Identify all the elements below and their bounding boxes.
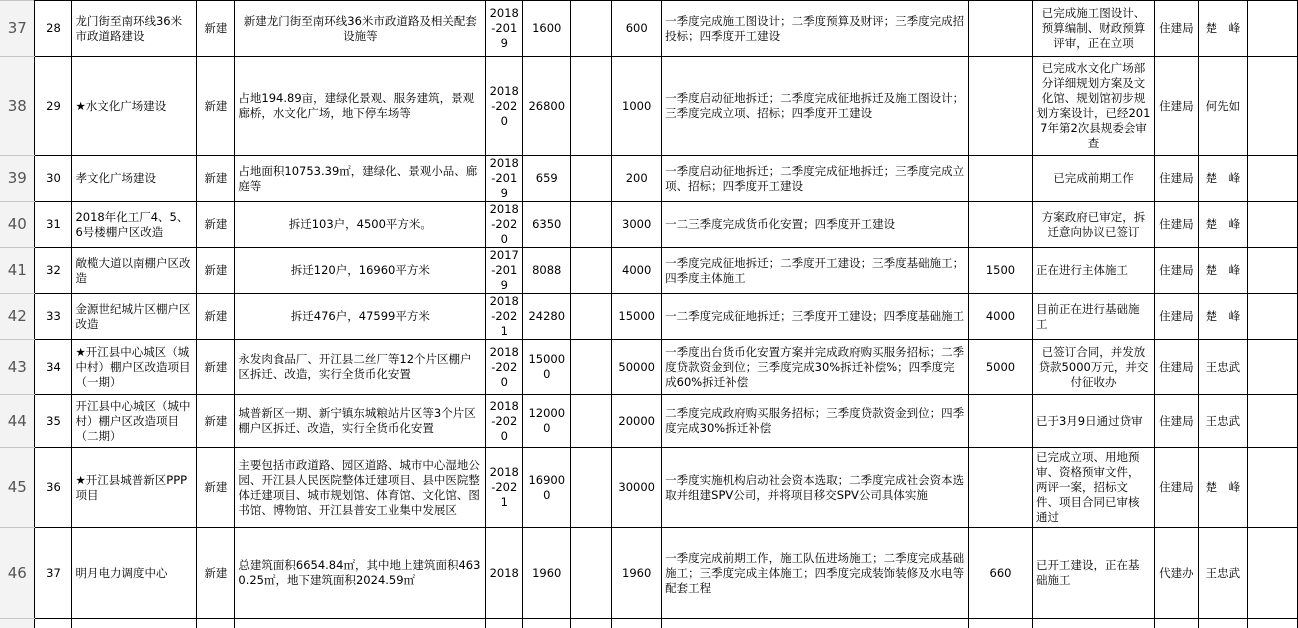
annual-plan-cell[interactable]: 4000	[612, 248, 662, 294]
construction-period-cell[interactable]: 2018-2019	[486, 1, 523, 57]
blank-cell[interactable]	[571, 248, 612, 294]
total-investment-cell[interactable]: 150000	[523, 340, 571, 395]
annual-plan-cell[interactable]: 1000	[612, 57, 662, 156]
completed-investment-cell[interactable]	[969, 1, 1033, 57]
sequence-cell[interactable]: 34	[35, 340, 72, 395]
responsible-leader-cell[interactable]: 王忠武	[1198, 395, 1247, 448]
sequence-cell[interactable]: 28	[35, 1, 72, 57]
blank-cell[interactable]	[1247, 57, 1297, 156]
annual-plan-cell[interactable]: 3000	[612, 202, 662, 248]
row-header[interactable]: 39	[0, 156, 35, 202]
project-type-cell[interactable]: 新建	[197, 202, 235, 248]
sequence-cell[interactable]: 37	[35, 528, 72, 619]
completed-investment-cell[interactable]: 660	[969, 528, 1033, 619]
blank-cell[interactable]	[571, 57, 612, 156]
sequence-cell[interactable]: 32	[35, 248, 72, 294]
sequence-cell[interactable]: 36	[35, 448, 72, 528]
project-type-cell[interactable]: 新建	[197, 395, 235, 448]
completed-investment-cell[interactable]: 5000	[969, 340, 1033, 395]
quarterly-schedule-cell[interactable]: 一季度完成征地拆迁；二季度开工建设；三季度基础施工；四季度主体施工	[662, 248, 969, 294]
completed-investment-cell[interactable]	[969, 619, 1033, 628]
row-header[interactable]: 41	[0, 248, 35, 294]
responsible-unit-cell[interactable]: 住建局	[1154, 57, 1198, 156]
responsible-leader-cell[interactable]: 楚 峰	[1198, 156, 1247, 202]
sequence-cell[interactable]: 33	[35, 294, 72, 340]
project-type-cell[interactable]: 新建	[197, 57, 235, 156]
project-name-cell[interactable]: 金源世纪城片区棚户区改造	[72, 294, 197, 340]
completed-investment-cell[interactable]	[969, 202, 1033, 248]
project-name-cell[interactable]: ★开江县中心城区（城中村）棚户区改造项目（一期）	[72, 340, 197, 395]
quarterly-schedule-cell[interactable]: 一二季度完成征地拆迁；三季度开工建设；四季度基础施工	[662, 294, 969, 340]
total-investment-cell[interactable]	[523, 619, 571, 628]
construction-period-cell[interactable]: 2018-2021	[486, 294, 523, 340]
construction-content-cell[interactable]: 城普新区一期、新宁镇东城粮站片区等3个片区棚户区拆迁、改造，实行全货币化安置	[235, 395, 486, 448]
responsible-leader-cell[interactable]: 楚 峰	[1198, 248, 1247, 294]
row-header[interactable]: 40	[0, 202, 35, 248]
project-type-cell[interactable]: 新建	[197, 340, 235, 395]
quarterly-schedule-cell[interactable]: 一季度启动征地拆迁；二季度完成征地拆迁及施工图设计；三季度完成立项、招标；四季度开工建设	[662, 57, 969, 156]
project-type-cell[interactable]: 新建	[197, 1, 235, 57]
blank-cell[interactable]	[1247, 1, 1297, 57]
table-row	[0, 528, 1298, 619]
total-investment-cell[interactable]: 26800	[523, 57, 571, 156]
total-investment-cell[interactable]: 659	[523, 156, 571, 202]
progress-cell[interactable]: 已完成水文化广场部分详细规划方案及文化馆、规划馆初步规划方案设计，已经2017年第2次县规委会审查	[1032, 57, 1154, 156]
table-row	[0, 156, 1298, 202]
progress-cell[interactable]: 正在进行主体施工	[1032, 248, 1154, 294]
table-row	[0, 57, 1298, 156]
quarterly-schedule-cell[interactable]: 二季度完成政府购买服务招标；三季度贷款资金到位；四季度完成30%拆迁补偿	[662, 395, 969, 448]
sequence-cell[interactable]: 31	[35, 202, 72, 248]
annual-plan-cell[interactable]: 30000	[612, 448, 662, 528]
table-row-partial	[0, 619, 1298, 628]
blank-cell[interactable]	[1247, 395, 1297, 448]
completed-investment-cell[interactable]	[969, 448, 1033, 528]
completed-investment-cell[interactable]	[969, 156, 1033, 202]
responsible-unit-cell[interactable]: 代建办	[1154, 528, 1198, 619]
construction-content-cell[interactable]	[235, 619, 486, 628]
construction-content-cell[interactable]: 永发肉食品厂、开江县二丝厂等12个片区棚户区拆迁、改造，实行全货币化安置	[235, 340, 486, 395]
blank-cell[interactable]	[1247, 294, 1297, 340]
table-row	[0, 1, 1298, 57]
responsible-unit-cell[interactable]: 住建局	[1154, 395, 1198, 448]
project-type-cell[interactable]: 新建	[197, 448, 235, 528]
quarterly-schedule-cell[interactable]: 一季度完成施工图设计；二季度预算及财评；三季度完成招投标；四季度开工建设	[662, 1, 969, 57]
blank-cell[interactable]	[1247, 619, 1297, 628]
blank-cell[interactable]	[571, 156, 612, 202]
sequence-cell[interactable]	[35, 619, 72, 628]
blank-cell[interactable]	[1247, 248, 1297, 294]
table-row	[0, 448, 1298, 528]
construction-period-cell[interactable]: 2018-2020	[486, 57, 523, 156]
construction-content-cell[interactable]: 占地面积10753.39㎡，建绿化、景观小品、廊庭等	[235, 156, 486, 202]
row-header[interactable]: 44	[0, 395, 35, 448]
progress-cell[interactable]	[1032, 619, 1154, 628]
table-row	[0, 340, 1298, 395]
construction-period-cell[interactable]: 2018	[486, 528, 523, 619]
responsible-unit-cell[interactable]: 住建局	[1154, 248, 1198, 294]
responsible-unit-cell[interactable]	[1154, 619, 1198, 628]
project-name-cell[interactable]: 开江县中心城区（城中村）棚户区改造项目（二期）	[72, 395, 197, 448]
project-type-cell[interactable]: 新建	[197, 248, 235, 294]
blank-cell[interactable]	[1247, 448, 1297, 528]
project-type-cell[interactable]: 新建	[197, 156, 235, 202]
responsible-leader-cell[interactable]: 楚 峰	[1198, 294, 1247, 340]
construction-content-cell[interactable]: 拆迁120户，16960平方米	[235, 248, 486, 294]
table-row	[0, 395, 1298, 448]
total-investment-cell[interactable]: 1960	[523, 528, 571, 619]
responsible-unit-cell[interactable]: 住建局	[1154, 156, 1198, 202]
project-type-cell[interactable]: 新建	[197, 528, 235, 619]
annual-plan-cell[interactable]	[612, 619, 662, 628]
row-header[interactable]: 43	[0, 340, 35, 395]
responsible-leader-cell[interactable]: 楚 峰	[1198, 1, 1247, 57]
responsible-leader-cell[interactable]: 楚 峰	[1198, 448, 1247, 528]
quarterly-schedule-cell[interactable]	[662, 619, 969, 628]
row-header[interactable]: 38	[0, 57, 35, 156]
progress-cell[interactable]: 已于3月9日通过贷审	[1032, 395, 1154, 448]
progress-cell[interactable]: 已签订合同，并发放贷款5000万元，并交付征收办	[1032, 340, 1154, 395]
responsible-unit-cell[interactable]: 住建局	[1154, 340, 1198, 395]
annual-plan-cell[interactable]: 50000	[612, 340, 662, 395]
quarterly-schedule-cell[interactable]: 一二三季度完成货币化安置；四季度开工建设	[662, 202, 969, 248]
progress-cell[interactable]: 已完成立项、用地预审、资格预审文件，两评一案，招标文件、项目合同已审核通过	[1032, 448, 1154, 528]
construction-period-cell[interactable]: 2018-2020	[486, 340, 523, 395]
completed-investment-cell[interactable]: 4000	[969, 294, 1033, 340]
blank-cell[interactable]	[571, 395, 612, 448]
project-name-cell[interactable]: 明月电力调度中心	[72, 528, 197, 619]
project-name-cell[interactable]: ★开江县城普新区PPP项目	[72, 448, 197, 528]
project-type-cell[interactable]: 新建	[197, 294, 235, 340]
total-investment-cell[interactable]: 24280	[523, 294, 571, 340]
responsible-unit-cell[interactable]: 住建局	[1154, 294, 1198, 340]
blank-cell[interactable]	[571, 1, 612, 57]
progress-cell[interactable]: 已开工建设，正在基础施工	[1032, 528, 1154, 619]
progress-cell[interactable]: 目前正在进行基础施工	[1032, 294, 1154, 340]
construction-period-cell[interactable]: 2018-2019	[486, 156, 523, 202]
sequence-cell[interactable]: 29	[35, 57, 72, 156]
construction-period-cell[interactable]: 2018-2020	[486, 395, 523, 448]
blank-cell[interactable]	[1247, 202, 1297, 248]
total-investment-cell[interactable]: 169000	[523, 448, 571, 528]
responsible-leader-cell[interactable]: 王忠武	[1198, 340, 1247, 395]
sequence-cell[interactable]: 35	[35, 395, 72, 448]
responsible-leader-cell[interactable]: 王忠武	[1198, 528, 1247, 619]
row-header[interactable]: 46	[0, 528, 35, 619]
project-name-cell[interactable]: 孝文化广场建设	[72, 156, 197, 202]
quarterly-schedule-cell[interactable]: 一季度出台货币化安置方案并完成政府购买服务招标；二季度贷款资金到位；三季度完成30%拆迁补偿%；四季度完成60%拆迁补偿	[662, 340, 969, 395]
responsible-leader-cell[interactable]: 楚 峰	[1198, 202, 1247, 248]
project-type-cell[interactable]	[197, 619, 235, 628]
construction-period-cell[interactable]: 2018-2021	[486, 448, 523, 528]
project-name-cell[interactable]: ★水文化广场建设	[72, 57, 197, 156]
blank-cell[interactable]	[1247, 340, 1297, 395]
total-investment-cell[interactable]: 1600	[523, 1, 571, 57]
table-row	[0, 248, 1298, 294]
blank-cell[interactable]	[571, 202, 612, 248]
construction-period-cell[interactable]: 2018-2020	[486, 202, 523, 248]
project-name-cell[interactable]	[72, 619, 197, 628]
row-header[interactable]	[0, 619, 35, 628]
construction-content-cell[interactable]: 占地194.89亩，建绿化景观、服务建筑，景观廊桥，水文化广场，地下停车场等	[235, 57, 486, 156]
progress-cell[interactable]: 方案政府已审定，拆迁意向协议已签订	[1032, 202, 1154, 248]
table-row	[0, 202, 1298, 248]
row-header[interactable]: 45	[0, 448, 35, 528]
row-header[interactable]: 42	[0, 294, 35, 340]
quarterly-schedule-cell[interactable]: 一季度实施机构启动社会资本选取；二季度完成社会资本选取并组建SPV公司，并将项目移交SPV公司具体实施	[662, 448, 969, 528]
blank-cell[interactable]	[571, 294, 612, 340]
blank-cell[interactable]	[1247, 156, 1297, 202]
blank-cell[interactable]	[571, 340, 612, 395]
completed-investment-cell[interactable]: 1500	[969, 248, 1033, 294]
responsible-unit-cell[interactable]: 住建局	[1154, 448, 1198, 528]
blank-cell[interactable]	[571, 619, 612, 628]
construction-content-cell[interactable]: 拆迁103户，4500平方米。	[235, 202, 486, 248]
quarterly-schedule-cell[interactable]: 一季度启动征地拆迁；二季度完成征地拆迁；三季度完成立项、招标；四季度开工建设	[662, 156, 969, 202]
responsible-unit-cell[interactable]: 住建局	[1154, 1, 1198, 57]
progress-cell[interactable]: 已完成施工图设计、预算编制、财政预算评审，正在立项	[1032, 1, 1154, 57]
total-investment-cell[interactable]: 8088	[523, 248, 571, 294]
responsible-leader-cell[interactable]	[1198, 619, 1247, 628]
total-investment-cell[interactable]: 120000	[523, 395, 571, 448]
project-name-cell[interactable]: 敞榄大道以南棚户区改造	[72, 248, 197, 294]
responsible-leader-cell[interactable]: 何先如	[1198, 57, 1247, 156]
construction-content-cell[interactable]: 主要包括市政道路、园区道路、城市中心湿地公园、开江县人民医院整体迁建项目、县中医院整体迁建项目、城市规划馆、体育馆、文化馆、图书馆、博物馆、开江县普安工业集中发展区	[235, 448, 486, 528]
construction-content-cell[interactable]: 拆迁476户，47599平方米	[235, 294, 486, 340]
completed-investment-cell[interactable]	[969, 395, 1033, 448]
blank-cell[interactable]	[571, 528, 612, 619]
annual-plan-cell[interactable]: 600	[612, 1, 662, 57]
project-name-cell[interactable]: 2018年化工厂4、5、6号楼棚户区改造	[72, 202, 197, 248]
responsible-unit-cell[interactable]: 住建局	[1154, 202, 1198, 248]
total-investment-cell[interactable]: 6350	[523, 202, 571, 248]
annual-plan-cell[interactable]: 15000	[612, 294, 662, 340]
construction-period-cell[interactable]: 2017-2019	[486, 248, 523, 294]
annual-plan-cell[interactable]: 200	[612, 156, 662, 202]
quarterly-schedule-cell[interactable]: 一季度完成前期工作，施工队伍进场施工；二季度完成基础施工；三季度完成主体施工；四季度完成装饰装修及水电等配套工程	[662, 528, 969, 619]
project-name-cell[interactable]: 龙门街至南环线36米市政道路建设	[72, 1, 197, 57]
blank-cell[interactable]	[571, 448, 612, 528]
completed-investment-cell[interactable]	[969, 57, 1033, 156]
annual-plan-cell[interactable]: 1960	[612, 528, 662, 619]
construction-content-cell[interactable]: 总建筑面积6654.84㎡，其中地上建筑面积4630.25㎡，地下建筑面积2024.59㎡	[235, 528, 486, 619]
blank-cell[interactable]	[1247, 528, 1297, 619]
construction-content-cell[interactable]: 新建龙门街至南环线36米市政道路及相关配套设施等	[235, 1, 486, 57]
table-row	[0, 294, 1298, 340]
construction-period-cell[interactable]	[486, 619, 523, 628]
annual-plan-cell[interactable]: 20000	[612, 395, 662, 448]
sequence-cell[interactable]: 30	[35, 156, 72, 202]
progress-cell[interactable]: 已完成前期工作	[1032, 156, 1154, 202]
row-header[interactable]: 37	[0, 1, 35, 57]
